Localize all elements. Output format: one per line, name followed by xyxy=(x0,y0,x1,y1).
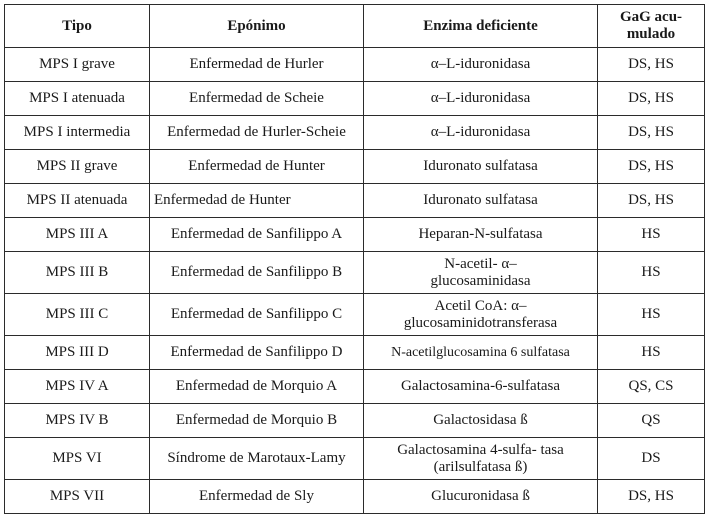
cell-enzima: N-acetilglucosamina 6 sulfatasa xyxy=(364,336,598,370)
table-row xyxy=(5,150,705,184)
cell-gag: DS, HS xyxy=(598,82,705,116)
cell-gag: DS xyxy=(598,438,705,480)
header-tipo: Tipo xyxy=(5,5,150,48)
cell-eponimo: Enfermedad de Hunter xyxy=(150,150,364,184)
cell-gag: QS, CS xyxy=(598,370,705,404)
table-row xyxy=(5,370,705,404)
cell-gag: HS xyxy=(598,218,705,252)
cell-enzima: Galactosamina 4-sulfa- tasa (arilsulfatasa ß) xyxy=(364,438,598,480)
cell-eponimo: Enfermedad de Scheie xyxy=(150,82,364,116)
cell-tipo: MPS I intermedia xyxy=(5,116,150,150)
cell-eponimo: Enfermedad de Sanfilippo C xyxy=(150,294,364,336)
cell-gag: HS xyxy=(598,336,705,370)
cell-tipo: MPS III A xyxy=(5,218,150,252)
cell-enzima: Heparan-N-sulfatasa xyxy=(364,218,598,252)
cell-enzima: N-acetil- α–glucosaminidasa xyxy=(364,252,598,294)
cell-tipo: MPS VI xyxy=(5,438,150,480)
header-row xyxy=(5,5,705,48)
cell-gag: HS xyxy=(598,294,705,336)
table-row xyxy=(5,48,705,82)
cell-gag: DS, HS xyxy=(598,116,705,150)
table-row xyxy=(5,252,705,294)
cell-tipo: MPS II grave xyxy=(5,150,150,184)
cell-enzima: α–L-iduronidasa xyxy=(364,82,598,116)
cell-enzima: Glucuronidasa ß xyxy=(364,480,598,514)
header-gag: GaG acu- mulado xyxy=(598,5,705,48)
cell-gag: QS xyxy=(598,404,705,438)
cell-eponimo: Síndrome de Marotaux-Lamy xyxy=(150,438,364,480)
cell-tipo: MPS I grave xyxy=(5,48,150,82)
cell-enzima: α–L-iduronidasa xyxy=(364,116,598,150)
header-enzima: Enzima deficiente xyxy=(364,5,598,48)
cell-eponimo: Enfermedad de Hurler-Scheie xyxy=(150,116,364,150)
cell-eponimo: Enfermedad de Hunter xyxy=(150,184,364,218)
cell-gag: HS xyxy=(598,252,705,294)
table-row xyxy=(5,404,705,438)
table-row xyxy=(5,82,705,116)
cell-eponimo: Enfermedad de Sanfilippo D xyxy=(150,336,364,370)
cell-gag: DS, HS xyxy=(598,184,705,218)
cell-tipo: MPS II atenuada xyxy=(5,184,150,218)
cell-gag: DS, HS xyxy=(598,150,705,184)
table-row xyxy=(5,438,705,480)
table-row xyxy=(5,218,705,252)
table-row xyxy=(5,480,705,514)
table-row xyxy=(5,184,705,218)
cell-tipo: MPS IV A xyxy=(5,370,150,404)
table-row xyxy=(5,294,705,336)
cell-enzima: Galactosidasa ß xyxy=(364,404,598,438)
cell-eponimo: Enfermedad de Hurler xyxy=(150,48,364,82)
cell-tipo: MPS I atenuada xyxy=(5,82,150,116)
cell-enzima: Acetil CoA: α– glucosaminidotransferasa xyxy=(364,294,598,336)
header-eponimo: Epónimo xyxy=(150,5,364,48)
cell-gag: DS, HS xyxy=(598,48,705,82)
table-row xyxy=(5,116,705,150)
cell-eponimo: Enfermedad de Morquio A xyxy=(150,370,364,404)
cell-eponimo: Enfermedad de Sly xyxy=(150,480,364,514)
cell-eponimo: Enfermedad de Sanfilippo B xyxy=(150,252,364,294)
cell-enzima: Iduronato sulfatasa xyxy=(364,184,598,218)
table-container xyxy=(4,4,705,514)
table-row xyxy=(5,336,705,370)
cell-tipo: MPS III D xyxy=(5,336,150,370)
cell-tipo: MPS III B xyxy=(5,252,150,294)
cell-tipo: MPS III C xyxy=(5,294,150,336)
cell-tipo: MPS IV B xyxy=(5,404,150,438)
cell-tipo: MPS VII xyxy=(5,480,150,514)
mps-table xyxy=(4,4,705,514)
cell-enzima: Iduronato sulfatasa xyxy=(364,150,598,184)
cell-gag: DS, HS xyxy=(598,480,705,514)
cell-enzima: α–L-iduronidasa xyxy=(364,48,598,82)
cell-eponimo: Enfermedad de Morquio B xyxy=(150,404,364,438)
cell-enzima: Galactosamina-6-sulfatasa xyxy=(364,370,598,404)
cell-eponimo: Enfermedad de Sanfilippo A xyxy=(150,218,364,252)
